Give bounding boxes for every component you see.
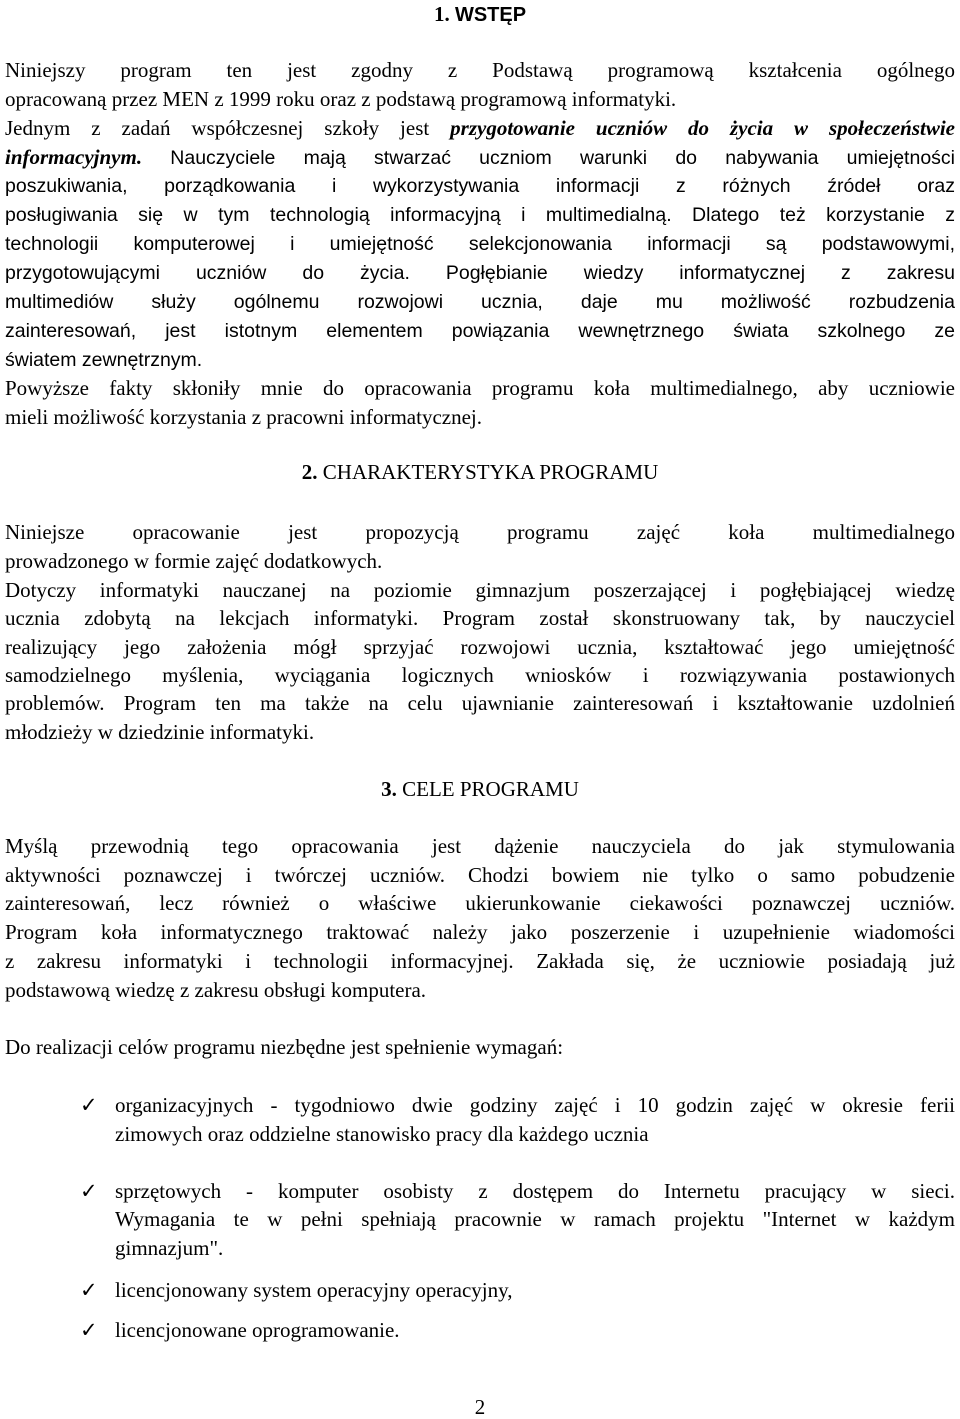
checkmark-icon: ✓ — [80, 1093, 98, 1117]
text-run: Pogłębianie wiedzy informatycznej z zakresu — [409, 262, 955, 284]
checkmark-icon: ✓ — [80, 1179, 98, 1203]
paragraph-line: problemów. Program ten ma także na celu ujawnianie zainteresowań i kształtowanie uzdolnień — [5, 691, 955, 715]
page-number: 2 — [474, 1395, 486, 1419]
section-1-number: 1. — [433, 2, 450, 26]
list-item-line: organizacyjnych - tygodniowo dwie godziny zajęć i 10 godzin zajęć w okresie ferii — [115, 1093, 955, 1117]
paragraph-line: Powyższe fakty skłoniły mnie do opracowania programu koła multimedialnego, aby uczniowie — [5, 376, 955, 400]
section-3-title: CELE PROGRAMU — [402, 777, 579, 801]
text-run: Nauczyciele mają stwarzać uczniom warunki do nabywania umiejętności — [142, 147, 955, 169]
paragraph-line: Program koła informatycznego traktować należy jako poszerzenie i uzupełnienie wiadomości — [5, 920, 955, 944]
paragraph-line: zainteresowań, jest istotnym elementem powiązania wewnętrznego świata szkolnego ze — [5, 320, 955, 342]
emphasis-text: informacyjnym. — [5, 145, 143, 169]
paragraph-line: Myślą przewodnią tego opracowania jest dążenie nauczyciela do jak stymulowania — [5, 834, 955, 858]
section-1-title: WSTĘP — [454, 4, 527, 26]
list-item-line: Wymagania te w pełni spełniają pracownie w ramach projektu "Internet w każdym — [115, 1207, 955, 1231]
paragraph-line: prowadzonego w formie zajęć dodatkowych. — [5, 549, 383, 573]
paragraph-line: opracowaną przez MEN z 1999 roku oraz z podstawą programową informatyki. — [5, 87, 677, 111]
paragraph-line: światem zewnętrznym. — [5, 349, 203, 371]
paragraph-line: technologii komputerowej i umiejętność selekcjonowania informacji są podstawowymi, — [5, 233, 955, 255]
paragraph-line: poszukiwania, porządkowania i wykorzystywania informacji z różnych źródeł oraz — [5, 175, 955, 197]
paragraph-line: samodzielnego myślenia, wyciągania logicznych wniosków i rozwiązywania postawionych — [5, 663, 955, 687]
list-item-line: licencjonowane oprogramowanie. — [115, 1318, 400, 1342]
section-2-number: 2. — [301, 460, 318, 484]
paragraph-line: Niniejszy program ten jest zgodny z Podstawą programową kształcenia ogólnego — [5, 58, 955, 82]
section-3-number: 3. — [381, 777, 397, 801]
paragraph-line — [5, 259, 955, 288]
checkmark-icon: ✓ — [80, 1278, 98, 1302]
paragraph-line: multimediów służy ogólnemu rozwojowi ucznia, daje mu możliwość rozbudzenia — [5, 291, 955, 313]
paragraph-line: aktywności poznawczej i twórczej uczniów. Chodzi bowiem nie tylko o samo pobudzenie — [5, 863, 955, 887]
paragraph-line: młodzieży w dziedzinie informatyki. — [5, 720, 315, 744]
paragraph-line: realizujący jego założenia mógł sprzyjać rozwojowi ucznia, kształtować jego umiejętność — [5, 635, 955, 659]
list-item-line: licencjonowany system operacyjny operacyjny, — [115, 1278, 513, 1302]
requirements-intro: Do realizacji celów programu niezbędne jest spełnienie wymagań: — [5, 1035, 564, 1059]
paragraph-line: posługiwania się w tym technologią informacyjną i multimedialną. Dlatego też korzystanie z — [5, 204, 955, 226]
paragraph-line: ucznia zdobytą na lekcjach informatyki. Program został skonstruowany tak, by nauczyciel — [5, 606, 955, 630]
checkmark-icon: ✓ — [80, 1318, 98, 1342]
paragraph-line: mieli możliwość korzystania z pracowni informatycznej. — [5, 405, 483, 429]
list-item-line: gimnazjum". — [115, 1236, 224, 1260]
paragraph-line: z zakresu informatyki i technologii informacyjnej. Zakłada się, że uczniowie posiadają już — [5, 949, 955, 973]
paragraph-line — [5, 114, 955, 143]
paragraph-line: zainteresowań, lecz również o właściwe ukierunkowanie ciekawości poznawczej uczniów. — [5, 891, 955, 915]
text-run: przygotowującymi uczniów do życia. — [5, 262, 410, 284]
paragraph-line: podstawową wiedzę z zakresu obsługi komputera. — [5, 978, 427, 1002]
paragraph-line: Niniejsze opracowanie jest propozycją programu zajęć koła multimedialnego — [5, 520, 955, 544]
list-item-line: zimowych oraz oddzielne stanowisko pracy dla każdego ucznia — [115, 1122, 649, 1146]
emphasis-text: przygotowanie uczniów do życia w społeczeństwie — [450, 116, 955, 140]
list-item-line: sprzętowych - komputer osobisty z dostępem do Internetu pracujący w sieci. — [115, 1179, 955, 1203]
section-3-heading — [0, 775, 960, 804]
section-1-heading — [0, 0, 960, 30]
text-run: Jednym z zadań współczesnej szkoły jest — [5, 116, 451, 140]
paragraph-line — [5, 143, 955, 173]
section-2-title: CHARAKTERYSTYKA PROGRAMU — [322, 460, 659, 484]
section-2-heading — [0, 458, 960, 487]
paragraph-line: Dotyczy informatyki nauczanej na poziomie gimnazjum poszerzającej i pogłębiającej wiedzę — [5, 578, 955, 602]
